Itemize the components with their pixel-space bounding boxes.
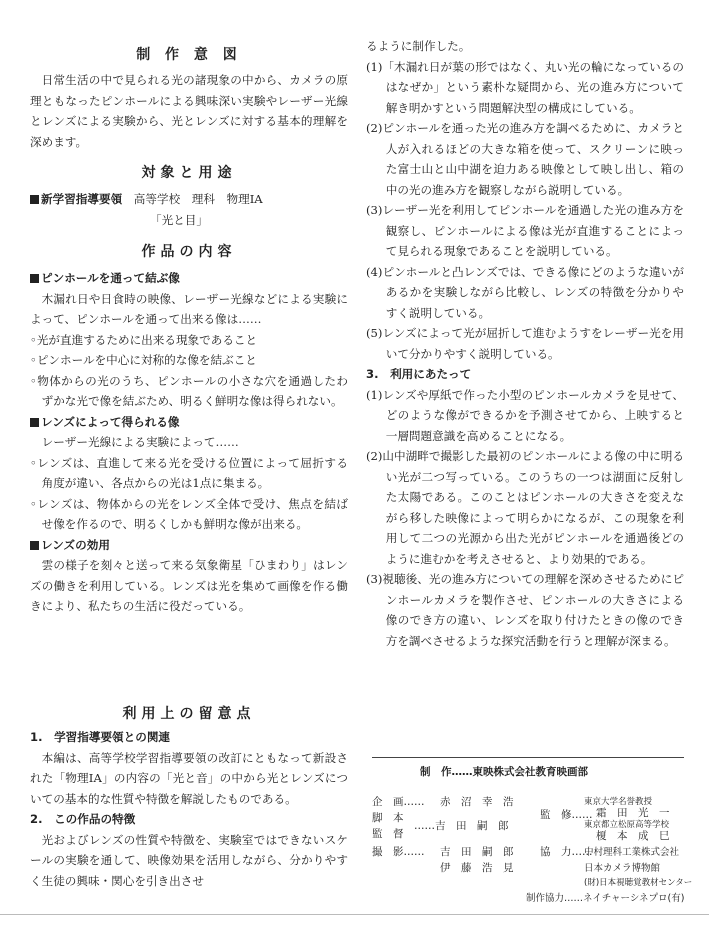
subheading-lens-image: レンズによって得られる像 — [30, 412, 348, 433]
credit-production: 制 作……東映株式会社教育映画部 — [420, 766, 588, 778]
target-section — [30, 189, 348, 230]
subheading-pinhole: ピンホールを通って結ぶ像 — [30, 268, 348, 289]
credit-script-director-name: ……吉 田 嗣 郎 — [414, 820, 509, 832]
credit-script-role: 脚 本 — [372, 812, 404, 824]
credit-camera-role: 撮 影…… — [372, 846, 425, 858]
lens-bullet-1: ◦レンズは、直進して来る光を受ける位置によって屈折する角度が違い、各点からの光は1点に集まる。 — [30, 455, 348, 490]
credit-camera-name-2: 伊 藤 浩 見 — [440, 862, 514, 874]
notes-heading-1: 1. 学習指導要領との関連 — [30, 730, 171, 744]
heading-target: 対象と用途 — [141, 165, 237, 181]
credit-director-role: 監 督 — [372, 828, 404, 840]
target-text: 高等学校 理科 物理ⅠA — [133, 192, 263, 206]
notes-heading-2: 2. この作品の特徴 — [30, 812, 136, 826]
features-section — [366, 36, 684, 651]
credit-cooperation-1: 中村理科工業株式会社 — [584, 847, 680, 858]
square-bullet-icon — [30, 541, 39, 550]
notes-text-2: 光およびレンズの性質や特徴を、実験室ではできないスケールの実験を通して、映像効果を活用しながら、分かりやすく生徒の興味・関心を引き出させ — [30, 832, 348, 888]
pinhole-text: 木漏れ日や日食時の映像、レーザー光線などによる実験によって、ピンホールを通って出来る像は…… — [30, 291, 348, 326]
intent-text: 日常生活の中で見られる光の諸現象の中から、カメラの原理ともなったピンホールによる興味深い実験やレーザー光線とレンズによる実験から、光とレンズに対する基本的理解を深めます。 — [30, 73, 348, 149]
credit-production-cooperation: 制作協力……ネイチャーシネプロ(有) — [526, 893, 685, 904]
usage-heading: 3. 利用にあたって — [366, 367, 472, 381]
usage-item-3: (3)視聴後、光の進み方についての理解を深めさせるためにピンホールカメラを製作させ、ピンホールの大きさによる像のでき方の違い、レンズを取り付けたときの像のでき方を調べさせるような探究活動を行うと理解が深まる。 — [366, 572, 684, 648]
credits-divider — [372, 757, 684, 758]
lens-use-text: 雲の様子を刻々と送って来る気象衛星「ひまわり」はレンズの働きを利用している。レンズは光を集めて画像を作る働きにより、私たちの生活に役だっている。 — [30, 558, 348, 613]
credit-supervisor-1-affiliation: 東京大学名誉教授 — [584, 797, 653, 807]
credit-cooperation-2: 日本カメラ博物館 — [584, 863, 661, 874]
credit-supervisor-role: 監 修…… — [540, 809, 593, 821]
credit-cooperation-3: (財)日本視聴覚教材センター — [584, 878, 693, 888]
heading-notes: 利用上の留意点 — [122, 706, 256, 722]
notes-section — [30, 727, 348, 891]
feature-item-1: (1)「木漏れ日が葉の形ではなく、丸い光の輪になっているのはなぜか」という素朴な疑問から、光の進み方について解き明かすという問題解決型の構成にしている。 — [366, 59, 684, 115]
subheading-lens-use: レンズの効用 — [30, 535, 348, 556]
notes-text-1: 本編は、高等学校学習指導要領の改訂にともなって新設された「物理ⅠA」の内容の「光と音」の中から光とレンズについての基本的な性質や特徴を解説したものである。 — [30, 750, 348, 806]
lens-bullet-2: ◦レンズは、物体からの光をレンズ全体で受け、焦点を結ばせ像を作るので、明るくしかも鮮明な像が出来る。 — [30, 496, 348, 531]
square-bullet-icon — [30, 195, 39, 204]
usage-item-1: (1)レンズや厚紙で作った小型のピンホールカメラを見せて、どのような像ができるかを予測させてから、上映すると一層問題意識を高めることになる。 — [366, 387, 684, 443]
usage-item-2: (2)山中湖畔で撮影した最初のピンホールによる像の中に明るい光が二つ写っている。このうちの一つは湖面に反射した太陽である。このことはピンホールの大きさを変えながら移した映像によって明らかになるが、この現象を利用して二つの光源から出た光がピンホールを通過後どのように進むかを考えさせると、より効果的である。 — [366, 449, 684, 566]
page-bottom-rule — [0, 914, 709, 915]
credit-supervisor-1-name: 霜 田 光 一 — [596, 807, 670, 819]
square-bullet-icon — [30, 274, 39, 283]
feature-item-3: (3)レーザー光を利用してピンホールを通過した光の進み方を観察し、ピンホールによる像は光が直進することによって見られる現象であることを説明している。 — [366, 203, 684, 258]
feature-item-5: (5)レンズによって光が屈折して進むようすをレーザー光を用いて分かりやすく説明している。 — [366, 326, 684, 361]
target-unit: 「光と目」 — [150, 212, 208, 227]
target-subheading: 新学習指導要領 — [30, 192, 122, 206]
feature-item-2: (2)ピンホールを通った光の進み方を調べるために、カメラと人が入れるほどの大きな箱を使って、スクリーンに映った富士山と山中湖を迫力ある映像として映し出し、箱の中の光の進み方を観察しながら説明している。 — [366, 121, 684, 197]
pinhole-bullet-1: ◦光が直進するために出来る現象であること — [30, 332, 258, 347]
credit-camera-name-1: 吉 田 嗣 郎 — [440, 846, 514, 858]
credit-supervisor-2-name: 榎 本 成 巳 — [596, 830, 670, 842]
credit-planning-role: 企 画…… — [372, 796, 425, 808]
pinhole-bullet-2: ◦ピンホールを中心に対称的な像を結ぶこと — [30, 353, 257, 367]
credit-supervisor-2-affiliation: 東京都立松原高等学校 — [584, 820, 670, 830]
square-bullet-icon — [30, 418, 39, 427]
heading-content: 作品の内容 — [141, 244, 237, 260]
credit-cooperation-role: 協 力…… — [540, 846, 593, 858]
pinhole-bullet-3: ◦物体からの光のうち、ピンホールの小さな穴を通過したわずかな光で像を結ぶため、明るく鮮明な像は得られない。 — [30, 373, 348, 408]
credit-planning-name: 赤 沼 幸 浩 — [440, 796, 514, 808]
lens-image-text: レーザー光線による実験によって…… — [41, 435, 239, 449]
feature-item-4: (4)ピンホールと凸レンズでは、できる像にどのような違いがあるかを実験しながら比較し、レンズの特徴を分かりやすく説明している。 — [366, 264, 684, 320]
features-continued: るように制作した。 — [366, 39, 471, 53]
heading-intent: 制 作 意 図 — [136, 47, 242, 63]
content-section — [30, 268, 348, 617]
intent-section — [30, 70, 348, 152]
